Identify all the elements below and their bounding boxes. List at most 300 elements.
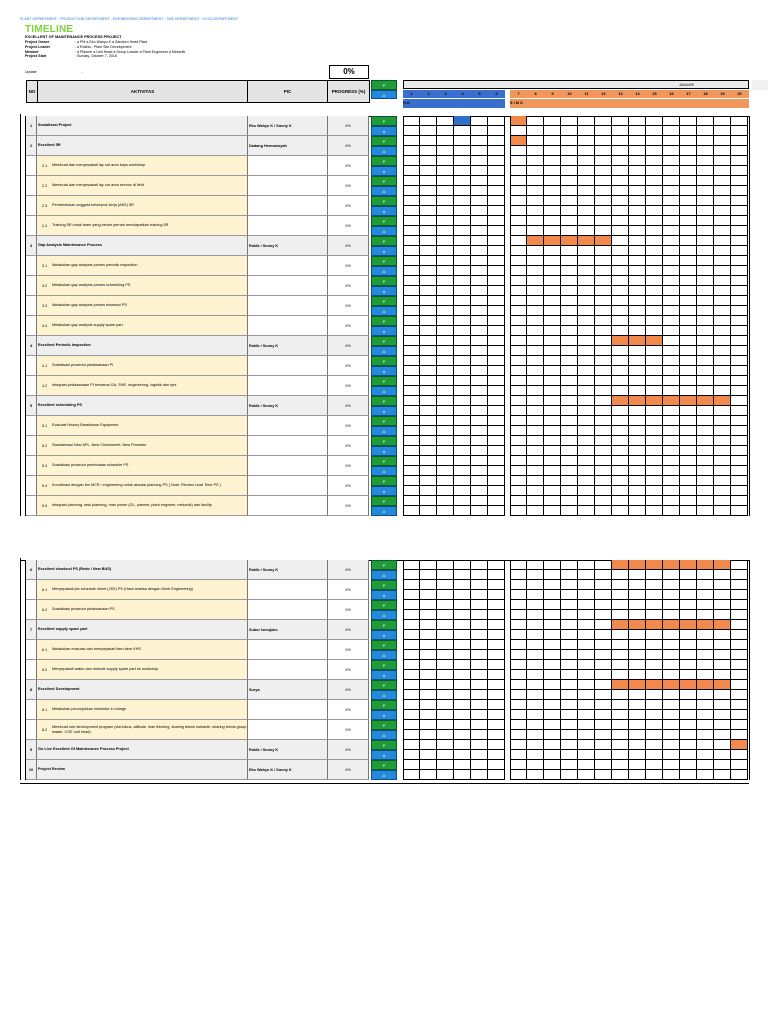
pic-cell [248,720,328,740]
activity-text: Excellent supply spare part [38,627,88,632]
gantt-plan-cell [629,316,646,326]
gantt-plan-cell [561,356,578,366]
plan-actual-cell [371,176,397,196]
actual-label: A [371,346,397,356]
gantt-actual-cell [646,426,663,436]
gantt-actual-cell [527,650,544,660]
gantt-plan-cell [403,580,420,590]
gantt-actual-cell [454,486,471,496]
gantt-plan-cell [697,296,714,306]
subtask-number: 8.2 [42,727,48,732]
progress-cell: 0% [328,640,369,660]
actual-label: A [371,166,397,176]
gantt-actual-cell [544,326,561,336]
gantt-actual-cell [697,166,714,176]
gantt-plan-cell [544,256,561,266]
gantt-actual-cell [454,506,471,516]
gantt-actual-cell [544,386,561,396]
gantt-actual-cell [731,486,748,496]
gantt-plan-cell [697,560,714,570]
gantt-plan-cell [731,296,748,306]
gantt-actual-cell [697,750,714,760]
table-row [26,496,369,516]
gantt-actual-cell [578,186,595,196]
gantt-actual-cell [488,730,505,740]
gantt-plan-cell [578,620,595,630]
pic-cell: Eko Wahyu K / Sonny K [248,116,328,136]
gantt-plan-cell [420,196,437,206]
gantt-actual-cell [561,146,578,156]
gantt-plan-cell [403,156,420,166]
gantt-actual-cell [663,426,680,436]
gantt-actual-cell [437,650,454,660]
gantt-plan-cell [629,640,646,650]
gantt-actual-cell [488,166,505,176]
gantt-actual-cell [471,650,488,660]
gantt-plan-cell [454,740,471,750]
gantt-plan-cell [646,640,663,650]
project-info [25,40,185,59]
subtask-number: 5.2 [42,443,48,448]
gantt-actual-cell [544,670,561,680]
gantt-plan-cell [454,236,471,246]
plan-actual-cell [371,116,397,136]
info-value: : a Rokhis : Plant Site Development [75,44,132,49]
gantt-plan-cell [646,376,663,386]
gantt-actual-cell [578,610,595,620]
activity-text: Integrasi pelaksanaan PI bersama GA, SHE, engineering, logistik dan tyre [52,383,177,388]
gantt-plan-cell [437,476,454,486]
gantt-actual-cell [454,326,471,336]
gantt-actual-cell [527,386,544,396]
gantt-actual-cell [578,386,595,396]
week-number: 20 [737,92,742,96]
gantt-plan-cell [437,436,454,446]
activity-cell [37,236,248,256]
gantt-actual-cell [454,690,471,700]
gantt-plan-cell [612,356,629,366]
table-row [26,276,369,296]
gantt-plan-cell [663,256,680,266]
table-row [26,640,369,660]
gantt-plan-cell [663,456,680,466]
month-header [403,80,749,89]
gantt-plan-cell [663,620,680,630]
gantt-plan-cell [471,376,488,386]
gantt-plan-cell [561,720,578,730]
gantt-actual-cell [420,166,437,176]
gantt-actual-cell [527,446,544,456]
gantt-actual-cell [595,346,612,356]
week-number: 15 [652,92,657,96]
update-line [25,70,83,74]
gantt-plan-cell [488,620,505,630]
gantt-plan-cell [561,396,578,406]
gantt-plan-cell [629,740,646,750]
pic-cell [248,640,328,660]
gantt-plan-cell [454,680,471,690]
pic-cell [248,196,328,216]
gantt-plan-cell [420,356,437,366]
gantt-actual-cell [629,770,646,780]
gantt-plan-cell [680,476,697,486]
gantt-actual-cell [629,486,646,496]
gantt-actual-cell [714,186,731,196]
gantt-plan-cell [595,760,612,770]
gantt-plan-cell [488,436,505,446]
gantt-plan-cell [578,136,595,146]
gantt-actual-cell [510,466,527,476]
gantt-actual-cell [488,386,505,396]
plan-actual-cell [371,316,397,336]
gantt-actual-cell [663,710,680,720]
gantt-plan-cell [578,740,595,750]
gantt-actual-cell [437,610,454,620]
gantt-plan-cell [612,620,629,630]
gantt-plan-cell [561,560,578,570]
gantt-actual-cell [646,166,663,176]
gantt-plan-cell [510,580,527,590]
gantt-actual-cell [510,630,527,640]
gantt-plan-cell [646,436,663,446]
gantt-actual-cell [510,166,527,176]
gantt-actual-cell [544,426,561,436]
progress-cell: 0% [328,256,369,276]
gantt-actual-cell [680,570,697,580]
gantt-actual-cell [680,226,697,236]
plan-actual-cell [371,456,397,476]
gantt-plan-cell [697,136,714,146]
gantt-plan-cell [403,236,420,246]
gantt-plan-cell [403,640,420,650]
activity-cell [37,356,248,376]
gantt-plan-cell [437,396,454,406]
subtask-number: 2.3 [42,203,48,208]
gantt-actual-cell [488,486,505,496]
gantt-plan-cell [527,560,544,570]
pic-cell [248,436,328,456]
gantt-plan-cell [488,396,505,406]
row-number [26,436,37,456]
gantt-actual-cell [403,610,420,620]
plan-label: P [371,196,397,206]
subtask-number: 4.2 [42,383,48,388]
table-border [25,116,26,516]
gantt-actual-cell [629,690,646,700]
gantt-actual-cell [697,446,714,456]
week-number: 13 [618,92,623,96]
gantt-plan-cell [561,296,578,306]
activity-cell [37,760,248,780]
gantt-plan-cell [663,760,680,770]
gantt-actual-cell [595,446,612,456]
gantt-actual-cell [527,506,544,516]
gantt-actual-cell [471,670,488,680]
gantt-plan-cell [731,560,748,570]
gantt-actual-cell [714,326,731,336]
gantt-actual-cell [454,246,471,256]
gantt-actual-cell [510,126,527,136]
gantt-actual-cell [646,246,663,256]
gantt-actual-cell [595,286,612,296]
gantt-plan-cell [544,476,561,486]
gantt-plan-cell [578,276,595,286]
gantt-plan-cell [420,236,437,246]
gantt-plan-cell [437,620,454,630]
row-number [26,216,37,236]
gantt-plan-cell [544,560,561,570]
gantt-actual-cell [663,486,680,496]
gantt-actual-cell [629,226,646,236]
gantt-actual-cell [437,266,454,276]
gantt-actual-cell [680,486,697,496]
table-row [26,396,369,416]
gantt-actual-cell [680,770,697,780]
gantt-actual-cell [420,446,437,456]
gantt-actual-cell [578,406,595,416]
gantt-actual-cell [454,590,471,600]
gantt-plan-cell [471,600,488,610]
gantt-actual-cell [731,590,748,600]
actual-label: A [371,750,397,760]
gantt-actual-cell [629,346,646,356]
gantt-actual-cell [680,386,697,396]
gantt-actual-cell [731,306,748,316]
gantt-plan-cell [510,236,527,246]
subtask-number: 5.4 [42,483,48,488]
gantt-actual-cell [420,730,437,740]
gantt-plan-cell [510,416,527,426]
gantt-actual-cell [471,166,488,176]
header-plan-actual [371,80,397,99]
gantt-actual-cell [437,590,454,600]
gantt-actual-cell [578,770,595,780]
gantt-actual-cell [488,570,505,580]
gantt-actual-cell [612,630,629,640]
gantt-plan-cell [420,740,437,750]
gantt-actual-cell [663,466,680,476]
gantt-plan-cell [595,600,612,610]
activity-cell [37,176,248,196]
gantt-actual-cell [510,306,527,316]
gantt-plan-cell [471,476,488,486]
gantt-plan-cell [544,660,561,670]
gantt-plan-cell [731,396,748,406]
gantt-actual-cell [595,366,612,376]
gantt-plan-cell [697,740,714,750]
gantt-actual-cell [663,750,680,760]
gantt-actual-cell [454,266,471,276]
gantt-plan-cell [527,276,544,286]
actual-label: A [371,710,397,720]
gantt-plan-cell [595,476,612,486]
gantt-plan-cell [544,116,561,126]
gantt-actual-cell [595,186,612,196]
gantt-actual-cell [488,426,505,436]
gantt-plan-cell [544,620,561,630]
gantt-plan-cell [680,316,697,326]
gantt-actual-cell [471,386,488,396]
gantt-plan-cell [471,216,488,226]
gantt-actual-cell [663,366,680,376]
gantt-plan-cell [437,496,454,506]
gantt-plan-cell [697,356,714,366]
gantt-plan-cell [731,176,748,186]
gantt-plan-cell [612,476,629,486]
gantt-plan-cell [578,256,595,266]
gantt-plan-cell [561,456,578,466]
activity-text: Menyepakati job schedule sheet (JSS) PS (Hasil analisa dengan Work Engineering) [52,587,193,592]
gantt-plan-cell [578,316,595,326]
gantt-actual-cell [561,246,578,256]
gantt-plan-cell [714,356,731,366]
gantt-actual-cell [544,346,561,356]
gantt-actual-cell [612,266,629,276]
gantt-actual-cell [663,226,680,236]
gantt-actual-cell [420,406,437,416]
gantt-actual-cell [454,226,471,236]
gantt-actual-cell [437,126,454,136]
gantt-actual-cell [697,286,714,296]
gantt-plan-cell [663,196,680,206]
gantt-plan-cell [612,236,629,246]
gantt-actual-cell [629,630,646,640]
gantt-actual-cell [595,166,612,176]
plan-label: P [371,256,397,266]
gantt-actual-cell [454,386,471,396]
table-row [26,236,369,256]
activity-cell [37,640,248,660]
gantt-actual-cell [595,590,612,600]
plan-label: P [371,176,397,186]
gantt-plan-cell [629,496,646,506]
activity-text: Project Review [38,767,66,772]
gantt-plan-cell [714,456,731,466]
gantt-plan-cell [544,700,561,710]
subtask-number: 3.2 [42,283,48,288]
gantt-plan-cell [646,580,663,590]
gantt-actual-cell [646,590,663,600]
gantt-actual-cell [527,690,544,700]
gantt-plan-cell [595,620,612,630]
gantt-actual-cell [544,710,561,720]
gantt-actual-cell [612,226,629,236]
gantt-actual-cell [527,730,544,740]
gantt-plan-cell [629,376,646,386]
gantt-actual-cell [488,306,505,316]
gantt-plan-cell [471,316,488,326]
gantt-actual-cell [403,206,420,216]
gantt-actual-cell [731,146,748,156]
gantt-plan-cell [471,580,488,590]
gantt-plan-cell [510,276,527,286]
gantt-plan-cell [680,256,697,266]
pic-cell [248,216,328,236]
gantt-actual-cell [612,326,629,336]
gantt-plan-cell [595,116,612,126]
gantt-actual-cell [488,590,505,600]
gantt-plan-cell [471,740,488,750]
actual-label: A [371,630,397,640]
gantt-actual-cell [471,406,488,416]
gantt-plan-cell [403,720,420,730]
gantt-actual-cell [437,306,454,316]
weeks-orange [510,90,749,98]
gantt-actual-cell [403,506,420,516]
week-number: 5 [478,92,481,96]
gantt-actual-cell [731,206,748,216]
gantt-plan-cell [527,116,544,126]
gantt-actual-cell [471,306,488,316]
gantt-plan-cell [544,156,561,166]
gantt-actual-cell [544,166,561,176]
gantt-actual-cell [612,126,629,136]
gantt-actual-cell [697,306,714,316]
activity-text: Sosialisasi prosedur pembuatan schedule PS [52,463,129,468]
gantt-plan-cell [697,196,714,206]
gantt-plan-cell [454,580,471,590]
activity-cell [37,680,248,700]
gantt-plan-cell [646,660,663,670]
gantt-plan-cell [420,760,437,770]
gantt-actual-cell [731,710,748,720]
gantt-plan-cell [578,336,595,346]
gantt-plan-cell [731,740,748,750]
gantt-plan-cell [454,196,471,206]
gantt-plan-cell [680,740,697,750]
row-number [26,720,37,740]
gantt-plan-cell [561,496,578,506]
gantt-actual-cell [595,650,612,660]
gantt-actual-cell [595,506,612,516]
gantt-actual-cell [680,326,697,336]
gantt-plan-cell [663,136,680,146]
gantt-actual-cell [544,206,561,216]
gantt-actual-cell [403,146,420,156]
gantt-actual-cell [544,730,561,740]
gantt-actual-cell [629,610,646,620]
gantt-plan-cell [544,316,561,326]
gantt-actual-cell [561,306,578,316]
gantt-actual-cell [731,246,748,256]
gantt-plan-cell [527,136,544,146]
gantt-actual-cell [403,326,420,336]
gantt-plan-cell [488,276,505,286]
gantt-plan-cell [488,680,505,690]
gantt-actual-cell [544,186,561,196]
plan-label: P [371,640,397,650]
gantt-plan-cell [697,156,714,166]
gantt-actual-cell [612,650,629,660]
gantt-plan-cell [697,620,714,630]
gantt-plan-cell [578,396,595,406]
gantt-plan-cell [731,216,748,226]
gantt-plan-cell [454,620,471,630]
plan-actual-cell [371,660,397,680]
gantt-actual-cell [595,466,612,476]
gantt-plan-cell [646,720,663,730]
activity-text: Menyepakati waktu dan metode supply spare part ke workshop [52,667,159,672]
gantt-actual-cell [510,770,527,780]
gantt-plan-cell [680,680,697,690]
gantt-plan-cell [731,720,748,730]
week-number: 7 [517,92,520,96]
gantt-actual-cell [629,326,646,336]
row-number: 4 [26,336,37,356]
gantt-actual-cell [680,750,697,760]
progress-cell: 0% [328,416,369,436]
gantt-plan-cell [488,256,505,266]
